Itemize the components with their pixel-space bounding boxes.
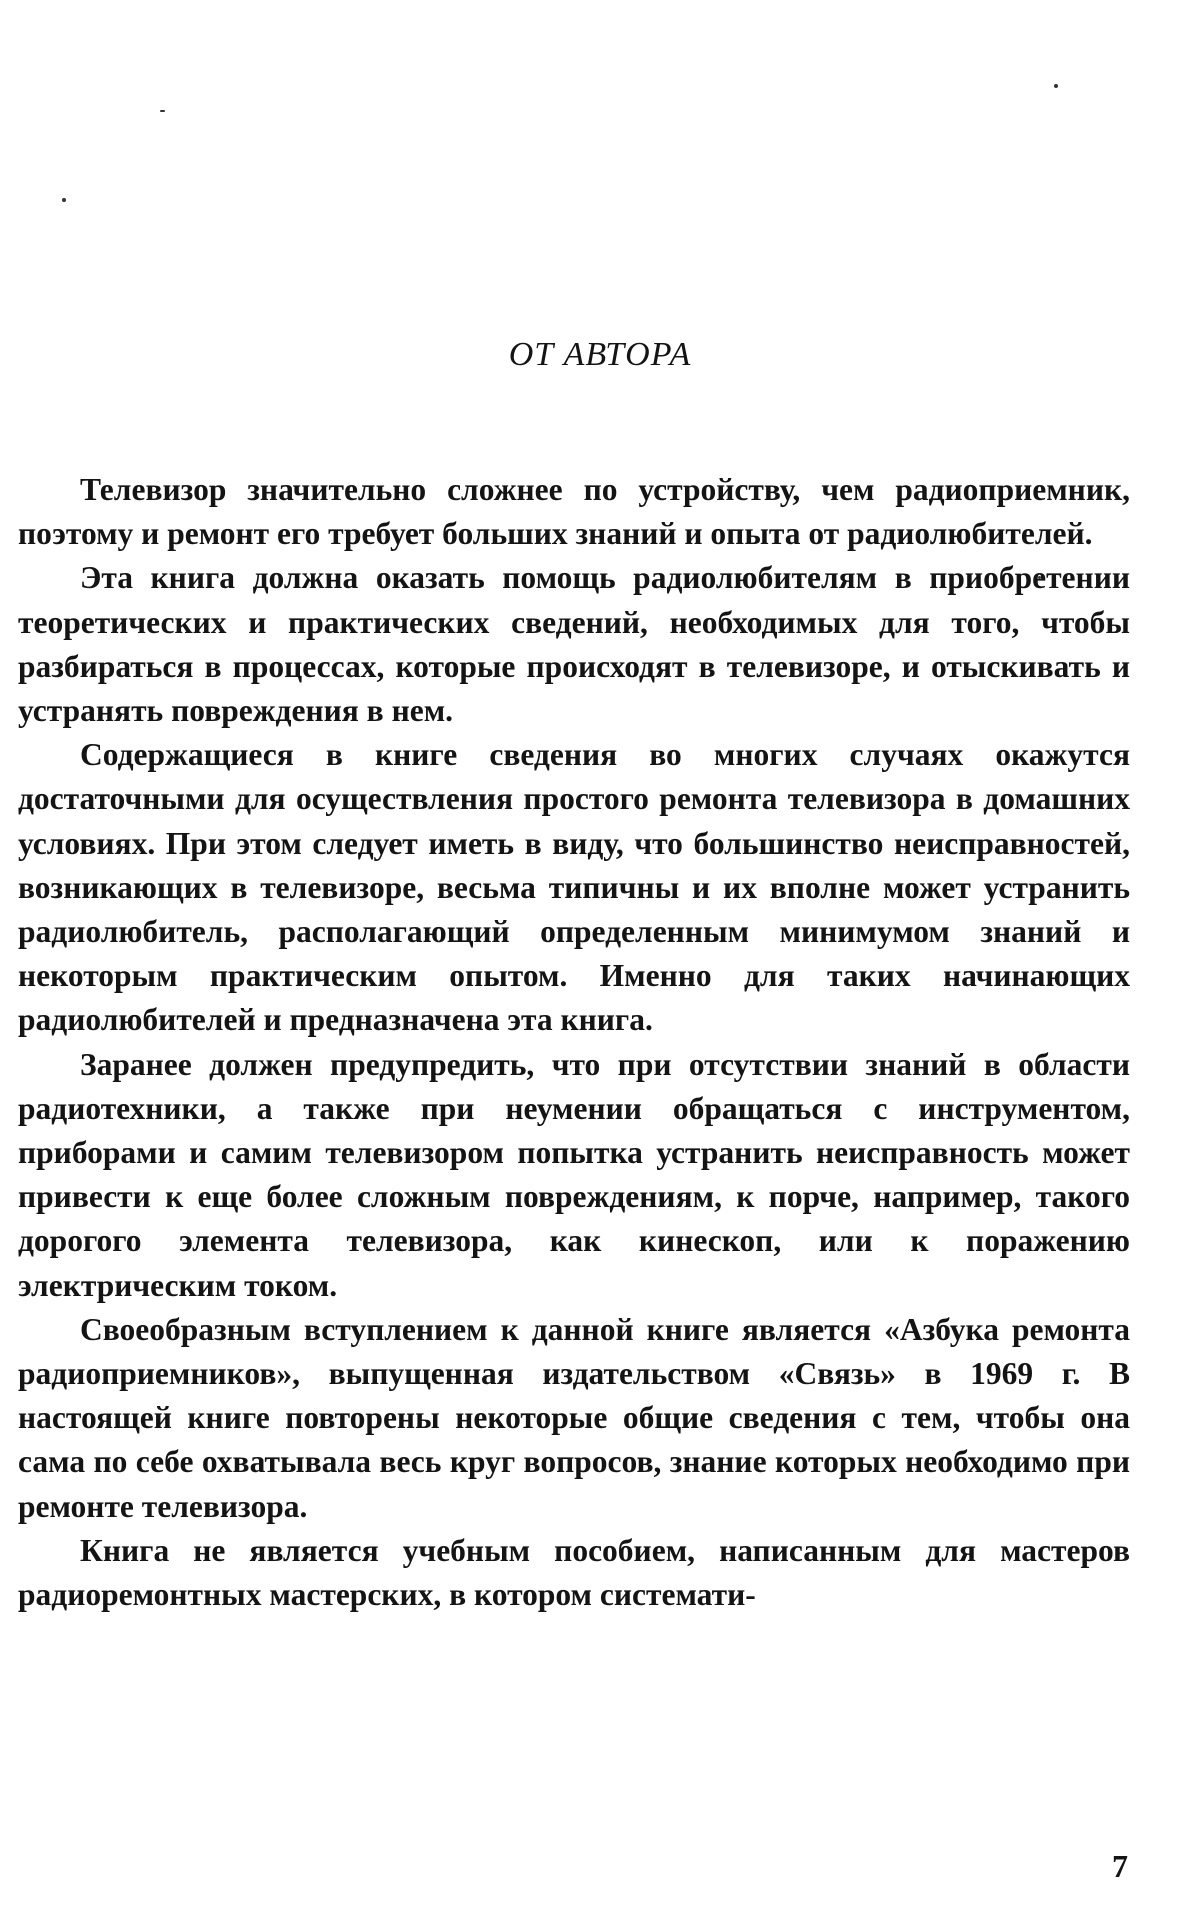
paragraph: Своеобразным вступлением к данной книге является «Азбука ремонта радиоприемников», выпущенная издательством «Связь» в 1969 г. В настоящей книге повторены некоторые общие сведения с тем, чтобы она сама по себе охватывала весь круг вопросов, знание которых необходимо при ремонте телевизора. — [18, 1311, 1130, 1524]
page-number: 7 — [1112, 1848, 1128, 1884]
paragraph: Книга не является учебным пособием, написанным для мастеров радиоремонтных мастерских, в котором системати- — [18, 1532, 1130, 1613]
paragraph: Заранее должен предупредить, что при отсутствии знаний в области радиотехники, а также при неумении обращаться с инструментом, приборами и самим телевизором попытка устранить неисправность может привести к еще более сложным повреждениям, к порче, например, такого дорогого элемента телевизора, как кинескоп, или к поражению электрическим током. — [18, 1046, 1130, 1303]
scan-speck — [160, 110, 165, 112]
paragraph: Содержащиеся в книге сведения во многих случаях окажутся достаточными для осуществления простого ремонта телевизора в домашних условиях. При этом следует иметь в виду, что большинство неисправностей, возникающих в телевизоре, весьма типичны и их вполне может устранить радиолюбитель, располагающий определенным минимумом знаний и некоторым практическим опытом. Именно для таких начинающих радиолюбителей и предназначена эта книга. — [18, 737, 1130, 1038]
paragraph: Эта книга должна оказать помощь радиолюбителям в приобретении теоретических и практических сведений, необходимых для того, чтобы разбираться в процессах, которые происходят в телевизоре, и отыскивать и устранять повреждения в нем. — [18, 560, 1130, 729]
paragraph: Телевизор значительно сложнее по устройству, чем радиоприемник, поэтому и ремонт его требует больших знаний и опыта от радиолюбителей. — [18, 472, 1130, 552]
scan-speck — [62, 198, 66, 202]
scan-speck — [1054, 84, 1058, 88]
section-heading: ОТ АВТОРА — [508, 336, 692, 373]
body-text — [18, 468, 1130, 1617]
